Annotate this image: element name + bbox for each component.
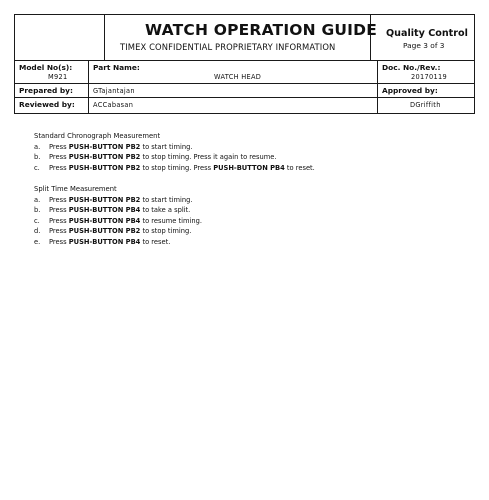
section-title: Split Time Measurement xyxy=(34,184,117,193)
info-rule-1 xyxy=(15,83,474,84)
button-name: PUSH-BUTTON PB4 xyxy=(213,163,285,172)
doc-number-value: 20170119 xyxy=(411,73,447,81)
model-value: M921 xyxy=(48,73,68,81)
step-text: Press xyxy=(49,163,69,172)
step-text: Press xyxy=(49,195,69,204)
prepared-by-label: Prepared by: xyxy=(19,86,73,95)
step-letter: a. xyxy=(34,195,41,204)
section-split-time xyxy=(34,184,474,248)
step-letter: c. xyxy=(34,163,40,172)
model-label: Model No(s): xyxy=(19,63,73,72)
button-name: PUSH-BUTTON PB2 xyxy=(68,227,141,236)
part-name-label: Part Name: xyxy=(93,63,140,72)
instruction-content xyxy=(34,131,474,248)
quality-control-label: Quality Control xyxy=(386,28,468,39)
list-item xyxy=(34,237,474,248)
step-text: to stop timing. Press it again to resume. xyxy=(140,153,277,162)
step-text: Press xyxy=(49,216,69,225)
page-indicator: Page 3 of 3 xyxy=(403,41,445,50)
approved-by-label: Approved by: xyxy=(382,86,438,95)
doc-number-label: Doc. No./Rev.: xyxy=(382,63,441,72)
step-text: to stop timing. Press xyxy=(140,163,214,172)
step-text: Press xyxy=(49,142,69,151)
approved-by-value: DGriffith xyxy=(410,101,441,109)
reviewed-by-label: Reviewed by: xyxy=(19,100,75,109)
info-divider-2 xyxy=(377,61,378,113)
step-text: to start timing. xyxy=(140,195,193,204)
button-name: PUSH-BUTTON PB2 xyxy=(68,195,141,204)
step-text: Press xyxy=(49,206,69,215)
step-text: Press xyxy=(49,237,69,246)
header-rule-top xyxy=(15,60,474,61)
step-text: to stop timing. xyxy=(140,227,192,236)
list-item xyxy=(34,205,474,216)
step-text: to reset. xyxy=(284,163,315,172)
section-spacer xyxy=(34,173,474,184)
button-name: PUSH-BUTTON PB2 xyxy=(68,153,141,162)
section-standard-chronograph xyxy=(34,131,474,173)
step-text: Press xyxy=(49,227,69,236)
document-header-table xyxy=(14,14,475,114)
step-text: to take a split. xyxy=(140,206,191,215)
info-rule-2 xyxy=(15,97,474,98)
list-item xyxy=(34,216,474,227)
button-name: PUSH-BUTTON PB4 xyxy=(68,216,141,225)
step-list xyxy=(34,142,474,174)
info-divider-1 xyxy=(88,61,89,113)
list-item xyxy=(34,195,474,206)
step-text: to reset. xyxy=(140,237,171,246)
reviewed-by-value: ACCabasan xyxy=(93,101,134,109)
step-letter: b. xyxy=(34,206,41,215)
step-text: to resume timing. xyxy=(140,216,202,225)
step-letter: d. xyxy=(34,227,41,236)
step-text: to start timing. xyxy=(140,142,193,151)
step-letter: e. xyxy=(34,237,41,246)
section-title: Standard Chronograph Measurement xyxy=(34,132,161,140)
button-name: PUSH-BUTTON PB4 xyxy=(68,206,141,215)
step-letter: a. xyxy=(34,142,41,151)
step-list xyxy=(34,195,474,248)
list-item xyxy=(34,142,474,153)
document-title: WATCH OPERATION GUIDE xyxy=(145,21,377,39)
list-item xyxy=(34,163,474,174)
header-divider-logo xyxy=(104,15,105,61)
part-name-value: WATCH HEAD xyxy=(214,73,262,81)
prepared-by-value: GTajantajan xyxy=(93,87,135,95)
list-item xyxy=(34,226,474,237)
step-letter: b. xyxy=(34,153,41,162)
button-name: PUSH-BUTTON PB4 xyxy=(68,237,141,246)
step-text: Press xyxy=(49,153,69,162)
button-name: PUSH-BUTTON PB2 xyxy=(68,163,141,172)
document-subtitle: TIMEX CONFIDENTIAL PROPRIETARY INFORMATION xyxy=(120,42,336,52)
button-name: PUSH-BUTTON PB2 xyxy=(68,142,141,151)
list-item xyxy=(34,152,474,163)
step-letter: c. xyxy=(34,216,40,225)
